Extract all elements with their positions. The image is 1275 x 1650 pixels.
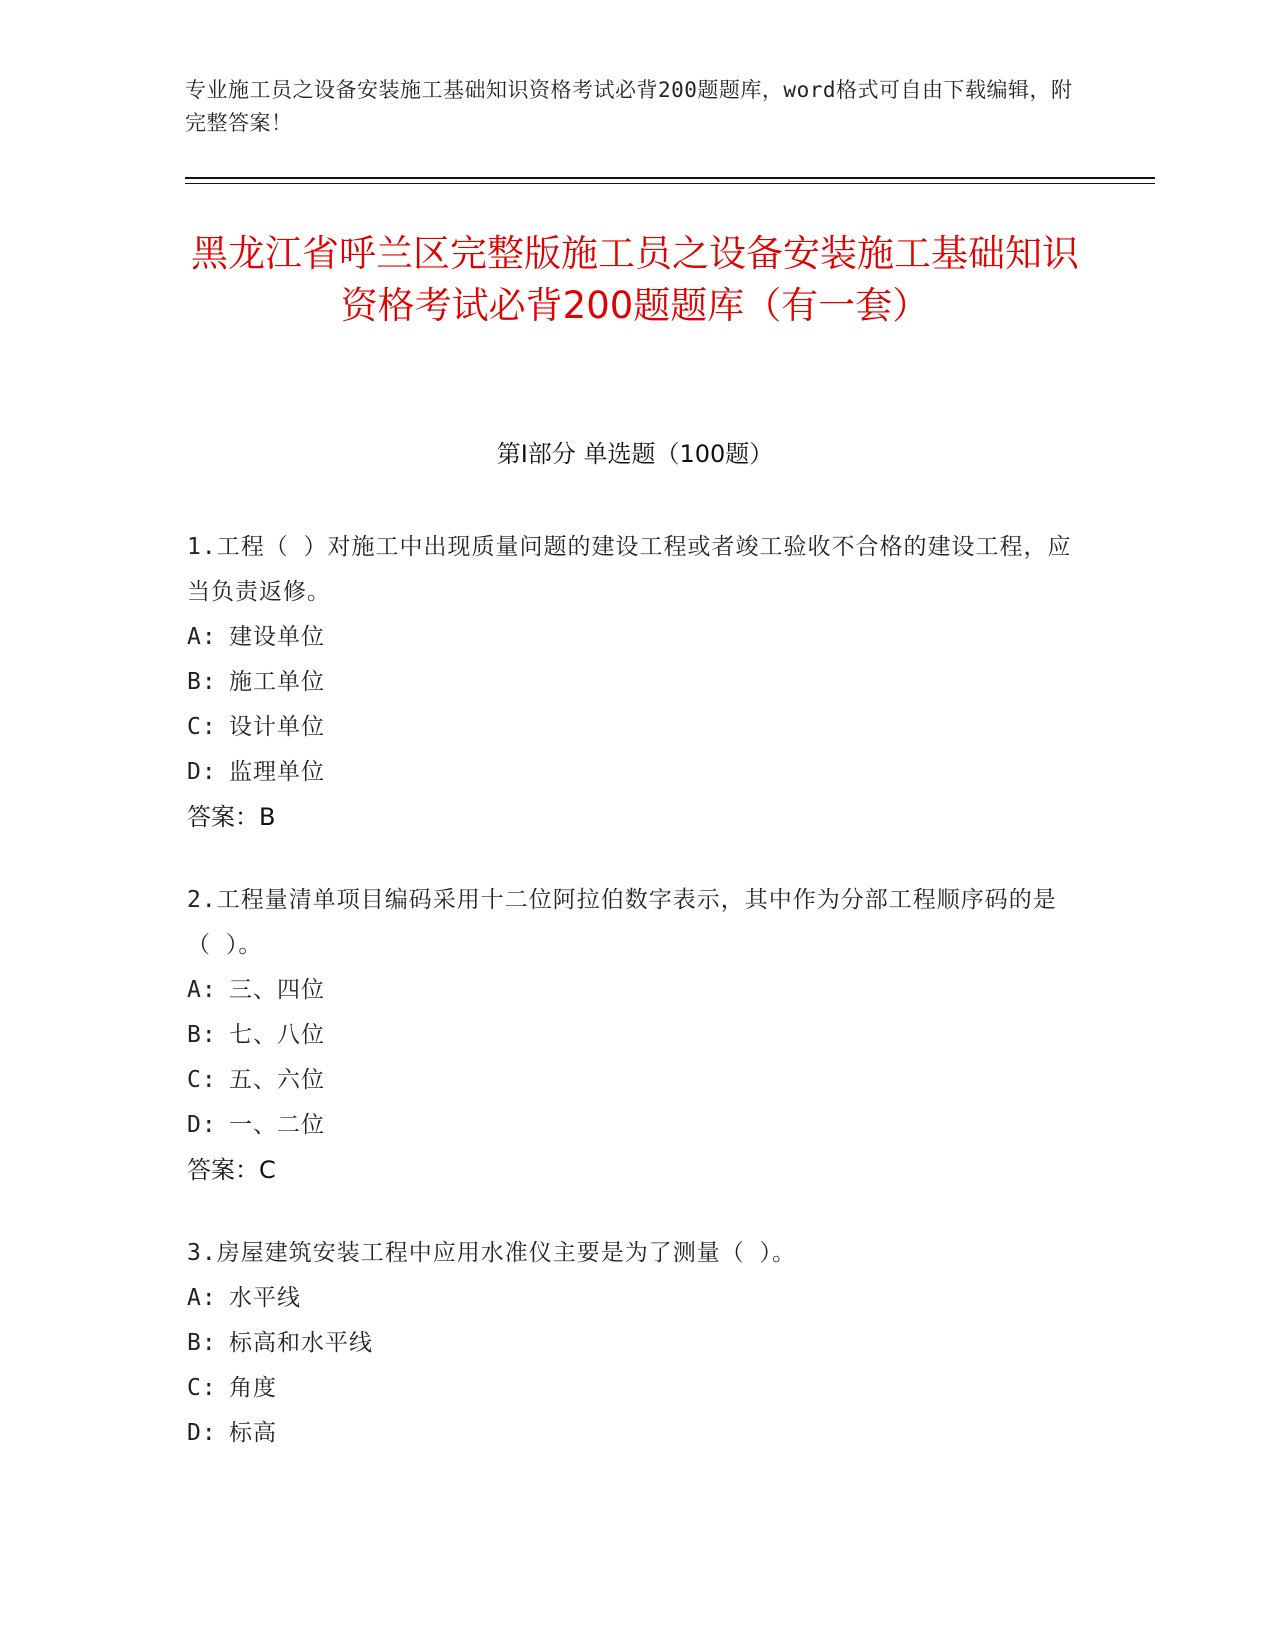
question-stem: 3.房屋建筑安装工程中应用水准仪主要是为了测量（ ）。 <box>187 1240 797 1266</box>
document-title: 黑龙江省呼兰区完整版施工员之设备安装施工基础知识资格考试必背200题题库（有一套） <box>191 232 1079 327</box>
option-text: 标高和水平线 <box>229 1330 373 1356</box>
question-option <box>187 1058 1077 1103</box>
option-key: B: <box>187 1022 217 1048</box>
question-option <box>187 660 1077 705</box>
option-text: 标高 <box>229 1420 277 1446</box>
option-key: D: <box>187 759 217 785</box>
option-text: 监理单位 <box>229 759 325 785</box>
option-key: A: <box>187 977 217 1003</box>
question-stem: 2.工程量清单项目编码采用十二位阿拉伯数字表示，其中作为分部工程顺序码的是（ ）。 <box>187 887 1057 958</box>
header-rule-thick <box>185 177 1155 179</box>
option-text: 七、八位 <box>229 1022 325 1048</box>
option-text: 五、六位 <box>229 1067 325 1093</box>
question-option <box>187 1103 1077 1148</box>
question-option <box>187 1276 1077 1321</box>
option-key: D: <box>187 1112 217 1138</box>
question-answer: 答案：B <box>187 803 276 831</box>
question-option <box>187 615 1077 660</box>
section-heading: 第I部分 单选题（100题） <box>496 440 774 468</box>
option-key: C: <box>187 1067 217 1093</box>
option-text: 设计单位 <box>229 714 325 740</box>
header-note: 专业施工员之设备安装施工基础知识资格考试必背200题题库，word格式可自由下载编辑，附完整答案！ <box>185 78 1073 135</box>
option-key: B: <box>187 1330 217 1356</box>
question-stem: 1.工程（ ）对施工中出现质量问题的建设工程或者竣工验收不合格的建设工程，应当负责返修。 <box>187 534 1072 605</box>
question-answer: 答案：C <box>187 1156 276 1184</box>
option-text: 水平线 <box>229 1285 301 1311</box>
option-key: A: <box>187 1285 217 1311</box>
option-key: B: <box>187 669 217 695</box>
question-option <box>187 968 1077 1013</box>
header-rule-thin <box>185 183 1155 184</box>
question-item <box>187 525 1077 840</box>
option-key: C: <box>187 714 217 740</box>
question-option <box>187 750 1077 795</box>
option-text: 角度 <box>229 1375 277 1401</box>
question-option <box>187 705 1077 750</box>
option-text: 三、四位 <box>229 977 325 1003</box>
option-text: 施工单位 <box>229 669 325 695</box>
question-item <box>187 878 1077 1193</box>
option-key: C: <box>187 1375 217 1401</box>
question-list <box>187 525 1077 1494</box>
option-key: D: <box>187 1420 217 1446</box>
question-option <box>187 1411 1077 1456</box>
option-key: A: <box>187 624 217 650</box>
question-option <box>187 1366 1077 1411</box>
option-text: 建设单位 <box>229 624 325 650</box>
question-option <box>187 1013 1077 1058</box>
question-option <box>187 1321 1077 1366</box>
question-item <box>187 1231 1077 1456</box>
option-text: 一、二位 <box>229 1112 325 1138</box>
